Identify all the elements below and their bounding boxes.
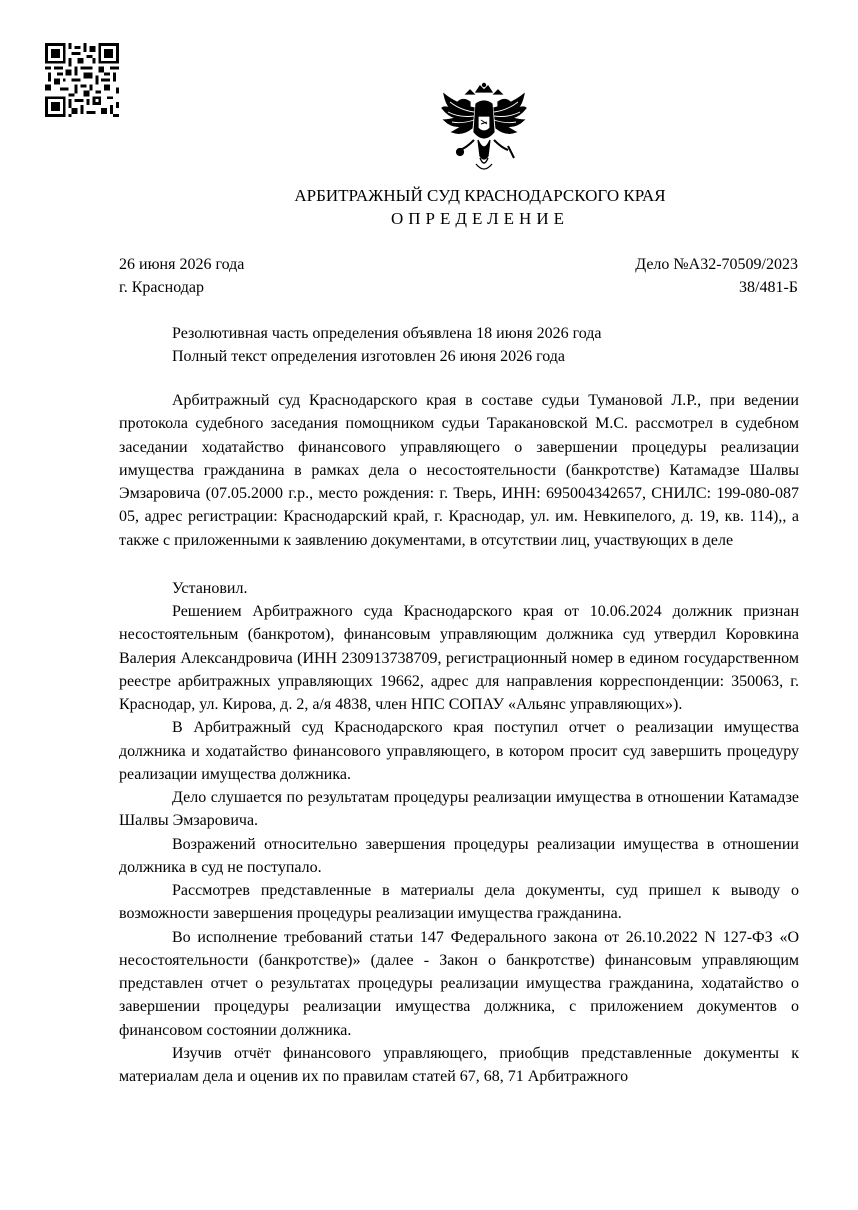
double-headed-eagle-emblem-icon (440, 82, 528, 178)
full-text-date-line: Полный текст определения изготовлен 26 июня 2026 года (172, 348, 566, 365)
case-sub-number: 38/481-Б (739, 279, 798, 296)
intro-paragraph: Арбитражный суд Краснодарского края в составе судьи Тумановой Л.Р., при ведении протокола судебного заседания помощником судьи Таракановской М.С. рассмотрел в судебном заседании ходатайство финансового управляющего о завершении процедуры реализации имущества гражданина в рамках дела о несостоятельности (банкротстве) Катамадзе Шалвы Эмзаровича (07.05.2000 г.р., место рождения: г. Тверь, ИНН: 695004342657, СНИЛС: 199-080-087 05, адрес регистрации: Краснодарский край, г. Краснодар, ул. им. Невкипелого, д. 19, кв. 114),, а также с приложенными к заявлению документами, в отсутствии лиц, участвующих в деле (119, 392, 799, 549)
document-city: г. Краснодар (119, 279, 204, 296)
document-body (119, 389, 799, 1088)
body-paragraph: Во исполнение требований статьи 147 Федерального закона от 26.10.2022 N 127-ФЗ «О несостоятельности (банкротстве)» (далее - Закон о банкротстве) финансовым управляющим представлен отчет о результатах процедуры реализации имущества гражданина, ходатайство о завершении процедуры реализации имущества должника, с приложением документов о финансовом состоянии должника. (119, 928, 799, 1039)
body-paragraph: Рассмотрев представленные в материалы дела документы, суд пришел к выводу о возможности завершения процедуры реализации имущества гражданина. (119, 882, 799, 923)
established-heading: Установил. (172, 579, 248, 597)
body-paragraph: Решением Арбитражного суда Краснодарского края от 10.06.2024 должник признан несостоятельным (банкротом), финансовым управляющим должника суд утвердил Коровкина Валерия Александровича (ИНН 230913738709, регистрационный номер в едином государственном реестре арбитражных управляющих 19662, адрес для направления корреспонденции: 350063, г. Краснодар, ул. Кирова, д. 2, а/я 4838, член НПС СОПАУ «Альянс управляющих»). (119, 603, 799, 713)
document-type: ОПРЕДЕЛЕНИЕ (390, 209, 569, 228)
body-paragraph: Возражений относительно завершения процедуры реализации имущества в отношении должника в суд не поступало. (119, 835, 799, 876)
resolution-announcement-line: Резолютивная часть определения объявлена 18 июня 2026 года (172, 325, 602, 342)
case-number: Дело №А32-70509/2023 (635, 256, 798, 273)
body-paragraph: Дело слушается по результатам процедуры реализации имущества в отношении Катамадзе Шалвы Эмзаровича. (119, 789, 799, 830)
body-paragraph: Изучив отчёт финансового управляющего, приобщив представленные документы к материалам дела и оценив их по правилам статей 67, 68, 71 Арбитражного (119, 1044, 799, 1085)
document-date: 26 июня 2026 года (119, 256, 245, 273)
court-name: АРБИТРАЖНЫЙ СУД КРАСНОДАРСКОГО КРАЯ (294, 186, 666, 205)
body-paragraph: В Арбитражный суд Краснодарского края поступил отчет о реализации имущества должника и ходатайство финансового управляющего, в котором просит суд завершить процедуру реализации имущества должника. (119, 719, 799, 783)
qr-code-icon (45, 43, 119, 117)
